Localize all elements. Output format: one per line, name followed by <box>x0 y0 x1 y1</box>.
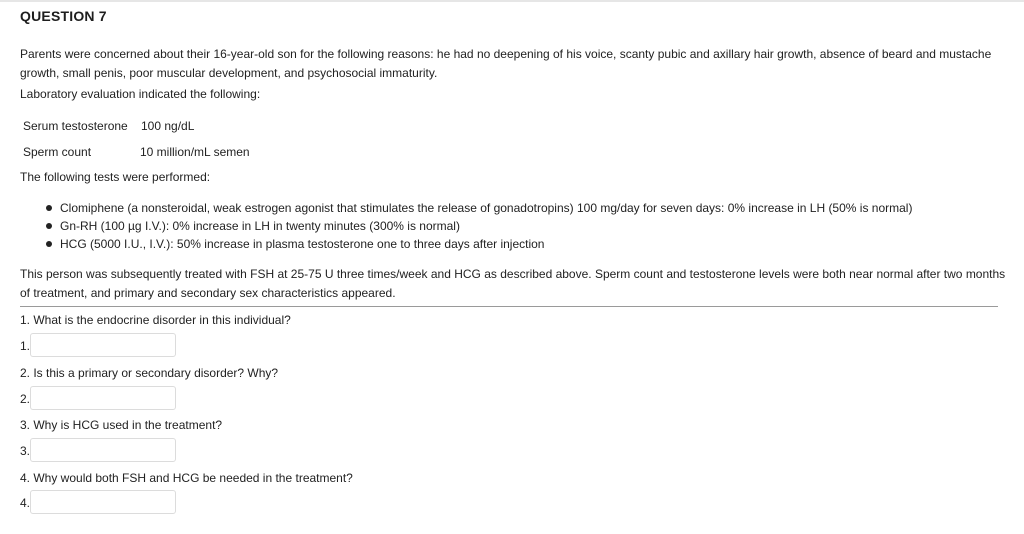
answer-number: 1. <box>20 339 31 353</box>
answer-input-2[interactable] <box>30 386 176 410</box>
answer-number: 4. <box>20 496 31 510</box>
top-divider <box>0 0 1024 2</box>
list-item <box>44 235 912 253</box>
sub-question-prompt: 1. What is the endocrine disorder in this individual? <box>20 313 291 327</box>
lab-result-row <box>23 119 194 133</box>
sub-question-prompt: 4. Why would both FSH and HCG be needed in the treatment? <box>20 471 353 485</box>
lab-result-value: 10 million/mL semen <box>140 145 250 159</box>
answer-number: 3. <box>20 444 31 458</box>
test-text: Gn-RH (100 µg I.V.): 0% increase in LH in twenty minutes (300% is normal) <box>60 219 460 233</box>
list-item <box>44 199 912 217</box>
lab-result-label: Sperm count <box>23 145 92 159</box>
lab-result-label: Serum testosterone <box>23 119 128 133</box>
answer-number: 2. <box>20 392 31 406</box>
question-title: QUESTION 7 <box>20 8 107 24</box>
case-description: Parents were concerned about their 16-year-old son for the following reasons: he had no deepening of his voice, scanty pubic and axillary hair growth, absence of beard and mustache growth, small penis, poor muscular development, and psychosocial immaturity. <box>20 47 992 80</box>
list-item <box>44 217 912 235</box>
sub-question-prompt: 3. Why is HCG used in the treatment? <box>20 418 223 432</box>
answer-input-1[interactable] <box>30 333 176 357</box>
lab-result-row <box>23 145 250 159</box>
section-divider <box>20 306 998 307</box>
lab-intro-text: Laboratory evaluation indicated the following: <box>20 87 261 101</box>
answer-input-3[interactable] <box>30 438 176 462</box>
treatment-description: This person was subsequently treated with FSH at 25-75 U three times/week and HCG as described above. Sperm count and testosterone levels were both near normal after two months of treatment, and primary and secondary sex characteristics appeared. <box>20 267 1006 300</box>
tests-intro-text: The following tests were performed: <box>20 170 211 184</box>
answer-input-4[interactable] <box>30 490 176 514</box>
bullet-icon <box>46 223 52 229</box>
test-text: Clomiphene (a nonsteroidal, weak estrogen agonist that stimulates the release of gonadotropins) 100 mg/day for seven days: 0% increase in LH (50% is normal) <box>60 201 913 215</box>
sub-question-prompt: 2. Is this a primary or secondary disorder? Why? <box>20 366 279 380</box>
test-text: HCG (5000 I.U., I.V.): 50% increase in plasma testosterone one to three days after injection <box>60 237 545 251</box>
bullet-icon <box>46 205 52 211</box>
tests-list <box>44 199 912 253</box>
bullet-icon <box>46 241 52 247</box>
lab-result-value: 100 ng/dL <box>141 119 195 133</box>
